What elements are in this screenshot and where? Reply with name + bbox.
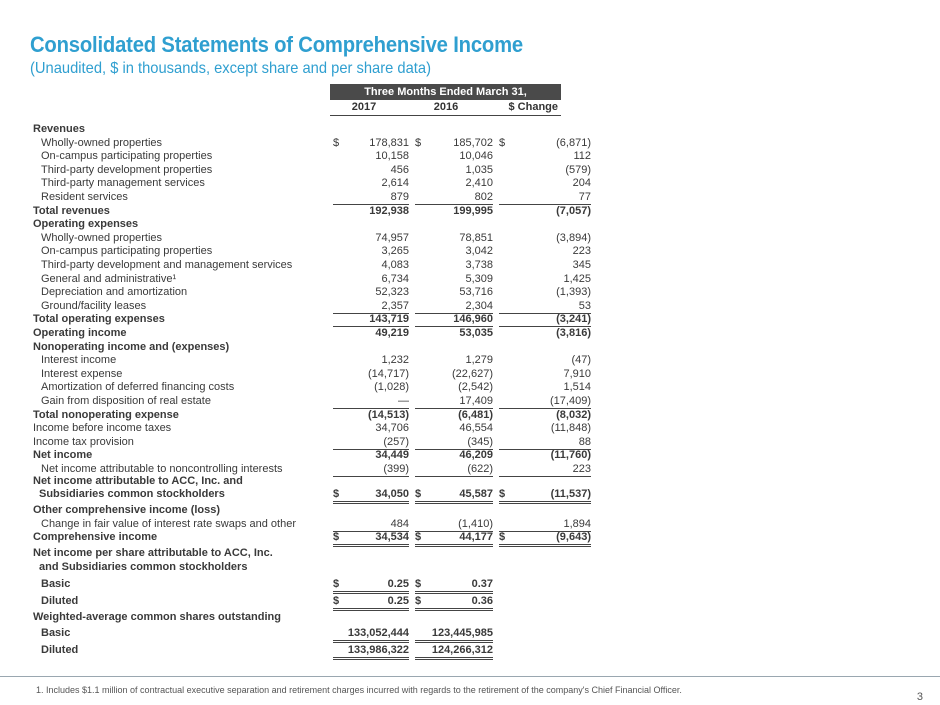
row-label: Comprehensive income xyxy=(33,531,158,543)
row-label: Subsidiaries common stockholders xyxy=(39,488,225,500)
value-change: (11,760) xyxy=(550,449,591,462)
value-2017: 133,986,322 xyxy=(333,643,409,660)
value-2016: 78,851 xyxy=(459,231,493,244)
row-label: Diluted xyxy=(41,644,79,656)
statement-row xyxy=(33,353,591,367)
oci-change-row xyxy=(33,517,591,531)
value-change: (11,537) xyxy=(499,487,591,504)
statement-row xyxy=(33,204,591,218)
currency-symbol: $ xyxy=(499,488,506,500)
row-label: Operating income xyxy=(33,327,127,339)
value-2016: 124,266,312 xyxy=(415,643,493,660)
statement-row xyxy=(33,312,591,326)
row-label: Amortization of deferred financing costs xyxy=(41,381,235,394)
row-label: Total operating expenses xyxy=(33,313,165,326)
statement-row xyxy=(33,435,591,449)
comprehensive-income-row xyxy=(33,530,591,544)
statement-row xyxy=(33,394,591,408)
value-2017: 0.25 xyxy=(333,594,409,611)
value-change: 1,514 xyxy=(563,381,591,394)
value-2016: (2,542) xyxy=(458,381,493,394)
value-2016: 2,410 xyxy=(465,177,493,190)
column-header-change: $ Change xyxy=(508,101,558,113)
eps-diluted-row xyxy=(33,594,563,608)
statement-row xyxy=(33,367,591,381)
currency-symbol: $ xyxy=(499,531,506,543)
value-2017: 49,219 xyxy=(375,327,409,339)
value-2017: 1,232 xyxy=(381,354,409,367)
value-2016: 44,177 xyxy=(415,530,493,547)
statement-row xyxy=(33,299,591,313)
shares-diluted-row xyxy=(33,643,563,657)
value-change: (9,643) xyxy=(499,530,591,547)
value-2016: 146,960 xyxy=(415,312,493,327)
row-label: Nonoperating income and (expenses) xyxy=(33,340,230,353)
footnote: 1. Includes $1.1 million of contractual executive separation and retirement charges incurred with regards to the retirement of the company's Chief Financial Officer. xyxy=(36,685,682,695)
statement-row xyxy=(33,285,591,299)
value-2017: 34,449 xyxy=(375,449,409,462)
value-change: 1,425 xyxy=(563,272,591,285)
value-2016: 123,445,985 xyxy=(415,626,493,643)
statement-row xyxy=(33,244,591,258)
column-header-2016: 2016 xyxy=(433,101,459,113)
page-subtitle: (Unaudited, $ in thousands, except share and per share data) xyxy=(30,60,431,77)
value-2017: (257) xyxy=(333,435,409,450)
eps-header-row-2 xyxy=(33,560,563,574)
row-label: Third-party development properties xyxy=(41,163,213,176)
currency-symbol: $ xyxy=(333,595,340,607)
statement-row xyxy=(33,272,591,286)
value-2017: 34,534 xyxy=(333,530,409,547)
row-label: Third-party development and management services xyxy=(41,259,293,271)
eps-header-row xyxy=(33,546,563,560)
currency-symbol: $ xyxy=(499,136,506,149)
value-change: (3,894) xyxy=(556,231,591,244)
value-2017: 0.25 xyxy=(333,577,409,594)
value-change: 7,910 xyxy=(563,367,591,380)
row-label: General and administrative¹ xyxy=(41,272,177,285)
value-change: (6,871) xyxy=(556,136,591,149)
value-2017: (14,717) xyxy=(368,367,409,380)
statement-row xyxy=(33,340,563,354)
value-2017: 133,052,444 xyxy=(333,626,409,643)
value-change: (11,848) xyxy=(550,422,591,435)
value-change: (17,409) xyxy=(499,394,591,409)
value-change: (8,032) xyxy=(556,408,591,421)
value-2017: 143,719 xyxy=(333,312,409,327)
value-change: (579) xyxy=(565,163,591,176)
statement-row xyxy=(33,176,591,190)
value-change: (47) xyxy=(571,354,591,367)
value-2016: 45,587 xyxy=(415,487,493,504)
page-title: Consolidated Statements of Comprehensive Income xyxy=(30,32,523,57)
value-2016: 1,279 xyxy=(465,354,493,367)
column-header-rule xyxy=(330,115,561,116)
row-label: Other comprehensive income (loss) xyxy=(33,504,221,516)
value-change: 88 xyxy=(499,435,591,450)
row-label: Basic xyxy=(41,578,71,590)
row-label: Resident services xyxy=(41,191,128,203)
value-change: 223 xyxy=(499,462,591,477)
currency-symbol: $ xyxy=(415,578,422,590)
value-change: 53 xyxy=(499,299,591,314)
value-2017: (1,028) xyxy=(374,381,409,394)
value-2017: 2,614 xyxy=(381,177,409,190)
row-label: Wholly-owned properties xyxy=(41,136,163,149)
value-2016: (1,410) xyxy=(415,517,493,532)
statement-row xyxy=(33,448,591,462)
currency-symbol: $ xyxy=(333,136,340,149)
footer-rule xyxy=(0,676,940,677)
row-label: Net income attributable to ACC, Inc. and xyxy=(33,475,243,487)
statement-row xyxy=(33,217,563,231)
shares-basic-row xyxy=(33,626,563,640)
value-change: 112 xyxy=(573,150,591,163)
value-2017: (14,513) xyxy=(368,408,409,421)
value-2016: 53,035 xyxy=(459,327,493,339)
row-label: Diluted xyxy=(41,595,79,607)
row-label: Weighted-average common shares outstanding xyxy=(33,611,281,623)
row-label: Interest income xyxy=(41,354,117,367)
row-label: Net income per share attributable to ACC, Inc. xyxy=(33,547,273,559)
value-2016: 10,046 xyxy=(459,150,493,163)
value-2017: 3,265 xyxy=(381,245,409,258)
value-2017: 178,831 xyxy=(369,136,409,149)
value-2017: 52,323 xyxy=(375,286,409,299)
value-change: 345 xyxy=(572,259,591,271)
value-2016: (622) xyxy=(415,462,493,477)
statement-row xyxy=(33,163,591,177)
value-change: (3,816) xyxy=(556,327,591,339)
row-label: On-campus participating properties xyxy=(41,245,213,258)
statement-row xyxy=(33,231,591,245)
value-2017: 2,357 xyxy=(333,299,409,314)
value-2016: 0.37 xyxy=(415,577,493,594)
value-2016: 185,702 xyxy=(453,136,493,149)
currency-symbol: $ xyxy=(415,488,422,500)
net-income-acc-label-row xyxy=(33,474,563,488)
row-label: Change in fair value of interest rate swaps and other xyxy=(41,518,296,530)
value-2016: 199,995 xyxy=(453,204,493,217)
statement-row xyxy=(33,136,591,150)
value-2017: 10,158 xyxy=(375,150,409,163)
page-number: 3 xyxy=(916,691,923,703)
statement-row xyxy=(33,122,563,136)
row-label: Revenues xyxy=(33,123,85,135)
statement-row xyxy=(33,149,591,163)
row-label: Total revenues xyxy=(33,204,110,217)
value-2017: (399) xyxy=(333,462,409,477)
value-2016: 1,035 xyxy=(465,163,493,176)
currency-symbol: $ xyxy=(415,595,422,607)
currency-symbol: $ xyxy=(333,488,340,500)
row-label: Third-party management services xyxy=(41,177,205,190)
row-label: Wholly-owned properties xyxy=(41,231,163,244)
currency-symbol: $ xyxy=(415,136,422,149)
row-label: Income tax provision xyxy=(33,435,134,448)
value-2016: 802 xyxy=(415,190,493,205)
row-label: Net income attributable to noncontrolling interests xyxy=(41,463,283,475)
statement-row xyxy=(33,326,591,340)
value-2016: (345) xyxy=(415,435,493,450)
value-change: (7,057) xyxy=(556,204,591,217)
value-change: 1,894 xyxy=(499,517,591,532)
value-2016: 46,209 xyxy=(459,449,493,462)
value-2016: 3,042 xyxy=(465,245,493,258)
value-2017: — xyxy=(333,394,409,409)
row-label: Operating expenses xyxy=(33,218,139,231)
currency-symbol: $ xyxy=(333,531,340,543)
value-2016: 53,716 xyxy=(459,286,493,299)
value-change: 223 xyxy=(572,245,591,258)
value-2016: 2,304 xyxy=(415,299,493,314)
oci-header-row xyxy=(33,503,563,517)
row-label: Income before income taxes xyxy=(33,422,172,435)
row-label: Ground/facility leases xyxy=(41,299,147,312)
row-label: On-campus participating properties xyxy=(41,150,213,163)
value-2016: 5,309 xyxy=(465,272,493,285)
statement-row xyxy=(33,408,591,422)
value-2016: (22,627) xyxy=(452,367,493,380)
statement-row xyxy=(33,258,591,272)
value-2017: 456 xyxy=(390,163,409,176)
value-2017: 879 xyxy=(333,190,409,205)
value-2017: 34,050 xyxy=(333,487,409,504)
column-header-2017: 2017 xyxy=(351,101,377,113)
row-label: Gain from disposition of real estate xyxy=(41,395,211,407)
value-2017: 6,734 xyxy=(381,272,409,285)
value-2017: 192,938 xyxy=(369,204,409,217)
statement-row xyxy=(33,380,591,394)
shares-header-row xyxy=(33,610,563,624)
statement-row xyxy=(33,421,591,435)
eps-basic-row xyxy=(33,577,563,591)
value-2016: 17,409 xyxy=(415,394,493,409)
value-2017: 34,706 xyxy=(375,422,409,435)
row-label: Basic xyxy=(41,627,71,639)
value-2017: 4,083 xyxy=(381,259,409,271)
row-label: Interest expense xyxy=(41,367,123,380)
value-2016: 3,738 xyxy=(465,259,493,271)
value-2016: 46,554 xyxy=(459,422,493,435)
currency-symbol: $ xyxy=(415,531,422,543)
value-2017: 484 xyxy=(333,517,409,532)
value-change: 77 xyxy=(499,190,591,205)
value-change: (1,393) xyxy=(556,286,591,299)
row-label: Net income xyxy=(33,449,93,462)
value-2016: (6,481) xyxy=(458,408,493,421)
currency-symbol: $ xyxy=(333,578,340,590)
period-header: Three Months Ended March 31, xyxy=(330,84,561,100)
value-change: (3,241) xyxy=(499,312,591,327)
net-income-acc-row xyxy=(33,487,591,501)
row-label: and Subsidiaries common stockholders xyxy=(39,561,248,573)
value-2016: 0.36 xyxy=(415,594,493,611)
statement-row xyxy=(33,190,591,204)
value-2017: 74,957 xyxy=(375,231,409,244)
row-label: Depreciation and amortization xyxy=(41,286,188,299)
row-label: Total nonoperating expense xyxy=(33,408,179,421)
value-change: 204 xyxy=(572,177,591,190)
